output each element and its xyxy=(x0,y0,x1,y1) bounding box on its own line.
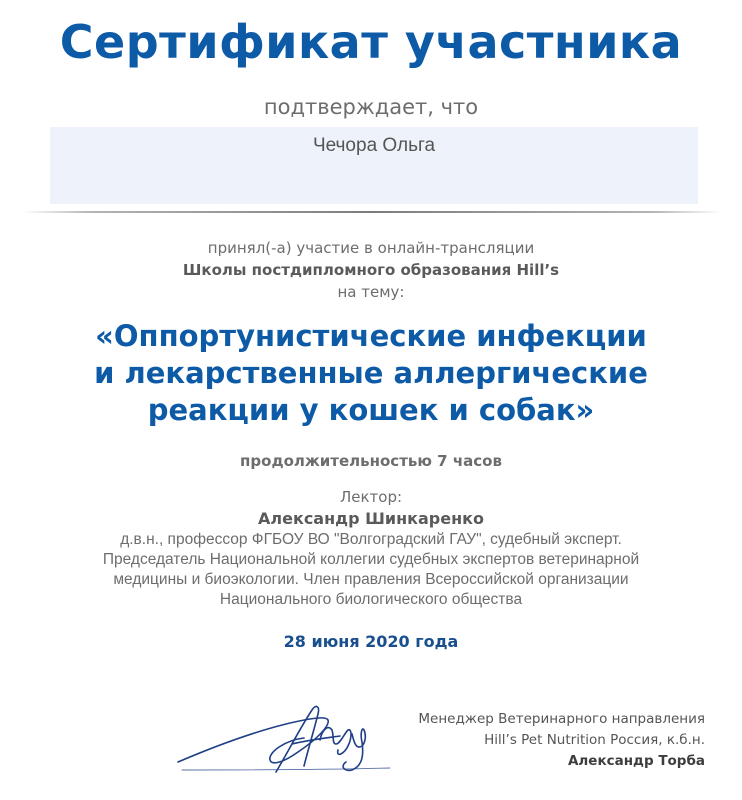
signer-organization: Hill’s Pet Nutrition Россия, к.б.н. xyxy=(484,732,705,748)
bio-line: д.в.н., профессор ФГБОУ ВО "Волгоградский ГАУ", судебный эксперт. xyxy=(120,531,622,548)
topic-intro: на тему: xyxy=(337,283,405,301)
bio-line: Председатель Национальной коллегии судебных экспертов ветеринарной xyxy=(102,551,640,568)
confirms-text: подтверждает, что xyxy=(263,95,479,119)
participation-text: принял(-а) участие в онлайн-трансляции xyxy=(207,239,535,257)
lecturer-name: Александр Шинкаренко xyxy=(258,509,484,528)
school-name: Школы постдипломного образования Hill’s xyxy=(182,261,560,279)
lecturer-bio xyxy=(0,530,742,610)
certificate-title: Сертификат участника xyxy=(59,15,683,69)
topic-line: «Оппортунистические инфекции xyxy=(95,319,647,353)
bio-line: Национального биологического общества xyxy=(219,591,523,608)
duration-text: продолжительностью 7 часов xyxy=(240,452,502,470)
divider xyxy=(22,211,722,213)
signer-position: Менеджер Ветеринарного направления xyxy=(418,711,705,727)
event-date: 28 июня 2020 года xyxy=(283,632,459,651)
lecturer-label: Лектор: xyxy=(339,488,403,506)
bio-line: медицины и биоэкологии. Член правления Всероссийской организации xyxy=(113,571,629,588)
topic-line: и лекарственные аллергические xyxy=(94,356,648,390)
participant-name: Чечора Ольга xyxy=(312,135,436,156)
signer-name: Александр Торба xyxy=(567,753,705,769)
topic-line: реакции у кошек и собак» xyxy=(147,393,595,427)
signer-block xyxy=(345,709,705,772)
participant-name-field xyxy=(50,127,698,204)
topic-title xyxy=(0,318,742,429)
